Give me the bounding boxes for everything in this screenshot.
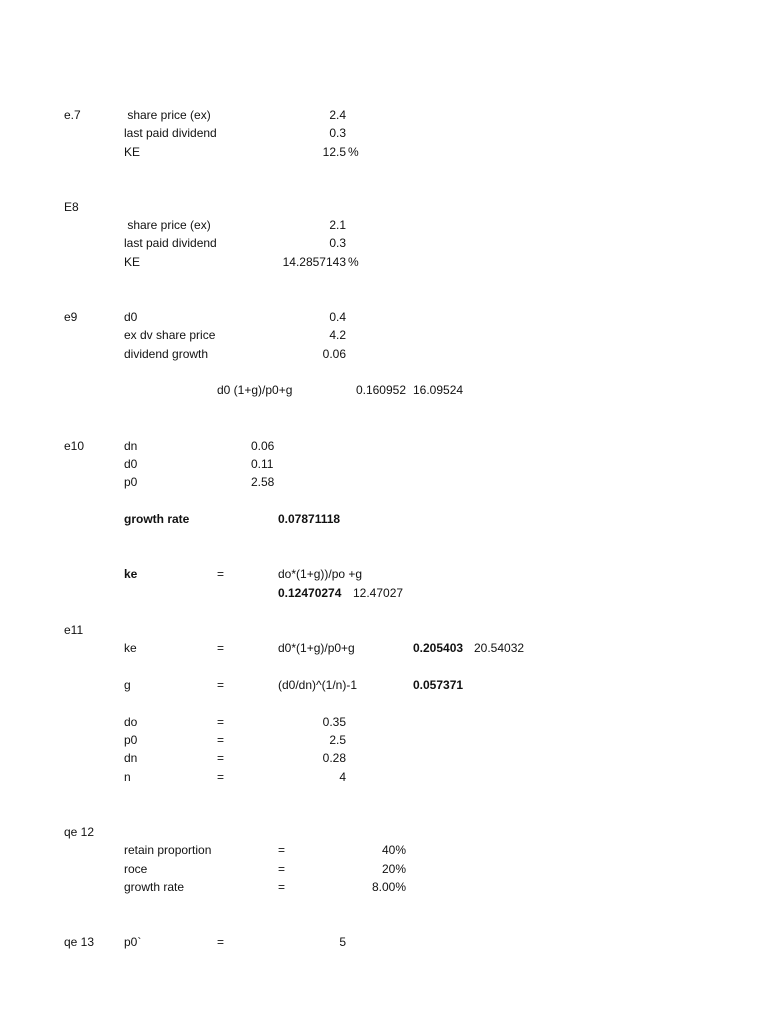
result-value: 0.160952 <box>355 383 406 397</box>
retain-proportion-label: retain proportion <box>124 843 212 857</box>
equals-sign: = <box>217 733 225 747</box>
dn-value: 0.06 <box>251 439 275 453</box>
ke-value: 14.2857143 <box>282 255 346 269</box>
p0-value: 2.58 <box>251 475 275 489</box>
n-value: 4 <box>339 770 346 784</box>
share-price-value: 2.1 <box>329 218 346 232</box>
dn-label: dn <box>124 439 138 453</box>
dividend-label: last paid dividend <box>124 236 217 250</box>
g-label: g <box>124 678 131 692</box>
ex-dividend-price-value: 4.2 <box>329 328 346 342</box>
dividend-growth-value: 0.06 <box>322 347 346 361</box>
growth-rate-value: 8.00% <box>371 880 406 894</box>
ke-value: 0.12470274 <box>278 586 342 600</box>
ke-formula-text: d0*(1+g)/p0+g <box>278 641 355 655</box>
growth-rate-label: growth rate <box>124 512 190 526</box>
equals-sign: = <box>278 862 286 876</box>
dividend-value: 0.3 <box>329 236 346 250</box>
n-label: n <box>124 770 131 784</box>
share-price-label: share price (ex) <box>124 218 211 232</box>
growth-rate-label: growth rate <box>124 880 185 894</box>
equals-sign: = <box>217 770 225 784</box>
section-label-e10: e10 <box>64 439 85 453</box>
equals-sign: = <box>217 751 225 765</box>
dividend-growth-label: dividend growth <box>124 347 209 361</box>
p0-value: 5 <box>339 935 346 949</box>
ke-label: KE <box>124 255 141 269</box>
d0-value: 0.11 <box>251 457 274 471</box>
equals-sign: = <box>217 715 225 729</box>
equals-sign: = <box>217 935 225 949</box>
equals-sign: = <box>217 567 225 581</box>
section-label-qe13: qe 13 <box>64 935 95 949</box>
equals-sign: = <box>278 843 286 857</box>
equals-sign: = <box>217 641 225 655</box>
section-label-qe12: qe 12 <box>64 825 95 839</box>
dn-label: dn <box>124 751 138 765</box>
growth-rate-value: 0.07871118 <box>278 512 341 526</box>
p0-label: p0` <box>124 935 142 949</box>
d0-value: 0.4 <box>329 310 346 324</box>
ke-percent-value: 12.47027 <box>353 586 404 600</box>
ke-percent-value: 20.54032 <box>474 641 525 655</box>
do-value: 0.35 <box>322 715 346 729</box>
dn-value: 0.28 <box>322 751 346 765</box>
roce-value: 20% <box>381 862 406 876</box>
p0-label: p0 <box>124 733 138 747</box>
p0-label: p0 <box>124 475 138 489</box>
section-label-e11: e11 <box>64 623 84 637</box>
formula-text: d0 (1+g)/p0+g <box>217 383 293 397</box>
result-percent-value: 16.09524 <box>413 383 464 397</box>
section-label-e8: E8 <box>64 200 79 214</box>
ex-dividend-price-label: ex dv share price <box>124 328 216 342</box>
ke-label: KE <box>124 145 141 159</box>
ke-label: ke <box>124 641 137 655</box>
equals-sign: = <box>217 678 225 692</box>
d0-label: d0 <box>124 310 138 324</box>
retain-proportion-value: 40% <box>381 843 406 857</box>
section-label-e7: e.7 <box>64 108 81 122</box>
section-label-e9: e9 <box>64 310 78 324</box>
do-label: do <box>124 715 138 729</box>
ke-formula-text: do*(1+g))/po +g <box>278 567 363 581</box>
equals-sign: = <box>278 880 286 894</box>
ke-value: 0.205403 <box>413 641 464 655</box>
g-value: 0.057371 <box>413 678 464 692</box>
ke-value: 12.5 <box>322 145 346 159</box>
dividend-label: last paid dividend <box>124 126 217 140</box>
p0-value: 2.5 <box>329 733 346 747</box>
ke-label: ke <box>124 567 138 581</box>
share-price-value: 2.4 <box>329 108 346 122</box>
roce-label: roce <box>124 862 148 876</box>
share-price-label: share price (ex) <box>124 108 211 122</box>
d0-label: d0 <box>124 457 138 471</box>
dividend-value: 0.3 <box>329 126 346 140</box>
percent-sign: % <box>348 255 359 269</box>
g-formula-text: (d0/dn)^(1/n)-1 <box>278 678 357 692</box>
percent-sign: % <box>348 145 359 159</box>
